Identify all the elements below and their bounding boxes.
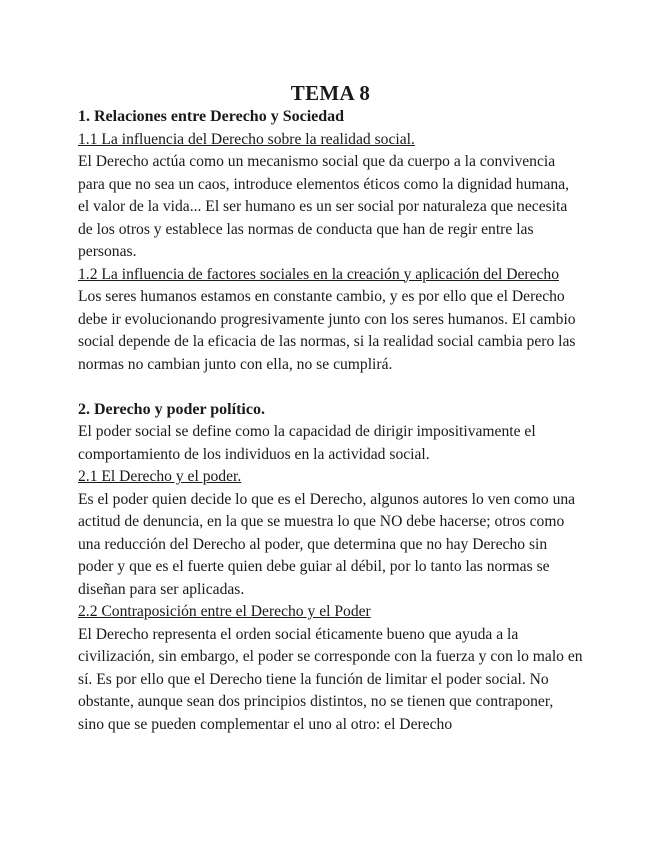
section-2-1-heading: 2.1 El Derecho y el poder. [78,468,242,485]
section-2-intro: El poder social se define como la capacidad de dirigir impositivamente el comportamiento de los individuos en la actividad social. [78,423,536,463]
section-2-2-text: El Derecho representa el orden social éticamente bueno que ayuda a la civilización, sin embargo, el poder se corresponde con la fuerza y con lo malo en sí. Es por ello que el Derecho tiene la función de limitar el poder social. No obstante, aunque sean dos principios distintos, no se tienen que contraponer, sino que se pueden complementar el uno al otro: el Derecho [78,625,583,733]
section-2-2-heading: 2.2 Contraposición entre el Derecho y el Poder [78,603,371,620]
section-1-1-heading: 1.1 La influencia del Derecho sobre la realidad social. [78,130,415,148]
section-2-1-text: Es el poder quien decide lo que es el Derecho, algunos autores lo ven como una actitud de denuncia, en la que se muestra lo que NO debe hacerse; otros como una reducción del Derecho al poder, que determina que no hay Derecho sin poder y que es el fuerte quien debe guiar al débil, por lo tanto las normas se diseñan para ser aplicadas. [78,490,576,598]
section-1-heading: 1. Relaciones entre Derecho y Sociedad [78,108,345,125]
paragraph-gap [78,376,583,399]
section-2-heading: 2. Derecho y poder político. [78,400,265,418]
section-1-2-heading: 1.2 La influencia de factores sociales en la creación y aplicación del Derecho [78,265,560,283]
document-title: TEMA 8 [290,81,371,105]
section-1-1-text: El Derecho actúa como un mecanismo social que da cuerpo a la convivencia para que no sea un caos, introduce elementos éticos como la dignidad humana, el valor de la vida... El ser humano es un ser social por naturaleza que necesita de los otros y establece las normas de conducta que han de regir entre las personas. [78,153,570,260]
section-1-2-text: Los seres humanos estamos en constante cambio, y es por ello que el Derecho debe ir evolucionando progresivamente junto con los seres humanos. El cambio social depende de la eficacia de las normas, si la realidad social cambia pero las normas no cambian junto con ella, no se cumplirá. [78,288,576,373]
document-page [78,80,583,736]
